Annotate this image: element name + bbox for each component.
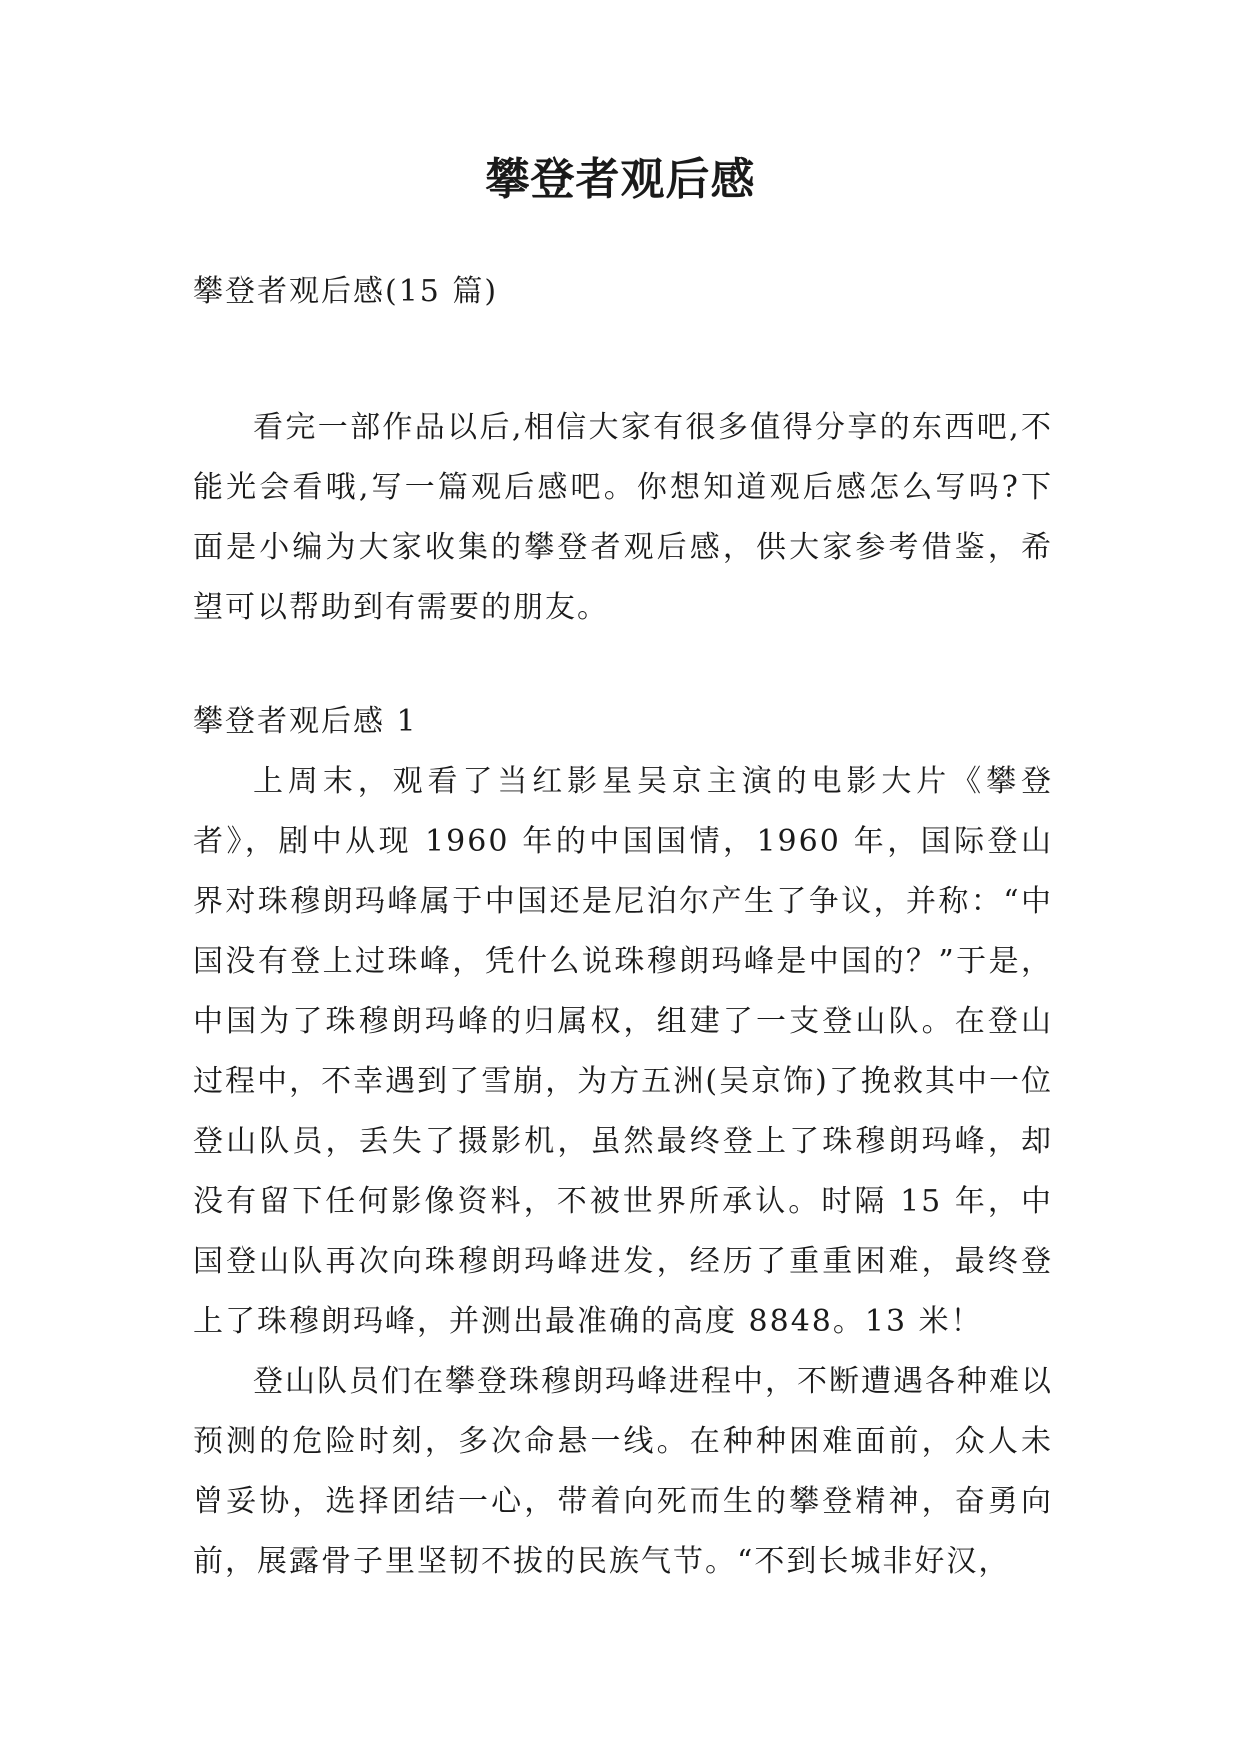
article-heading: 攀登者观后感 1 — [193, 704, 418, 739]
article-paragraph-2: 登山队员们在攀登珠穆朗玛峰进程中，不断遭遇各种难以预测的危险时刻，多次命悬一线。在种种困难面前，众人未曾妥协，选择团结一心，带着向死而生的攀登精神，奋勇向前，展露骨子里坚韧不拔的民族气节。“不到长城非好汉， — [193, 1364, 1053, 1579]
page-title: 攀登者观后感 — [485, 154, 756, 205]
article-paragraph-1: 上周末，观看了当红影星吴京主演的电影大片《攀登者》，剧中从现 1960 年的中国国情，1960 年，国际登山界对珠穆朗玛峰属于中国还是尼泊尔产生了争议，并称：“中国没有登上过珠峰，凭什么说珠穆朗玛峰是中国的？”于是，中国为了珠穆朗玛峰的归属权，组建了一支登山队。在登山过程中，不幸遇到了雪崩，为方五洲(吴京饰)了挽救其中一位登山队员，丢失了摄影机，虽然最终登上了珠穆朗玛峰，却没有留下任何影像资料，不被世界所承认。时隔 15 年，中国登山队再次向珠穆朗玛峰进发，经历了重重困难，最终登上了珠穆朗玛峰，并测出最准确的高度 8848。13 米！ — [193, 764, 1053, 1339]
intro-paragraph: 看完一部作品以后,相信大家有很多值得分享的东西吧,不能光会看哦,写一篇观后感吧。你想知道观后感怎么写吗?下面是小编为大家收集的攀登者观后感，供大家参考借鉴，希望可以帮助到有需要的朋友。 — [193, 410, 1053, 625]
collection-subtitle: 攀登者观后感(15 篇) — [193, 274, 499, 309]
intro-section — [193, 398, 1053, 638]
article-body — [193, 752, 1053, 1592]
